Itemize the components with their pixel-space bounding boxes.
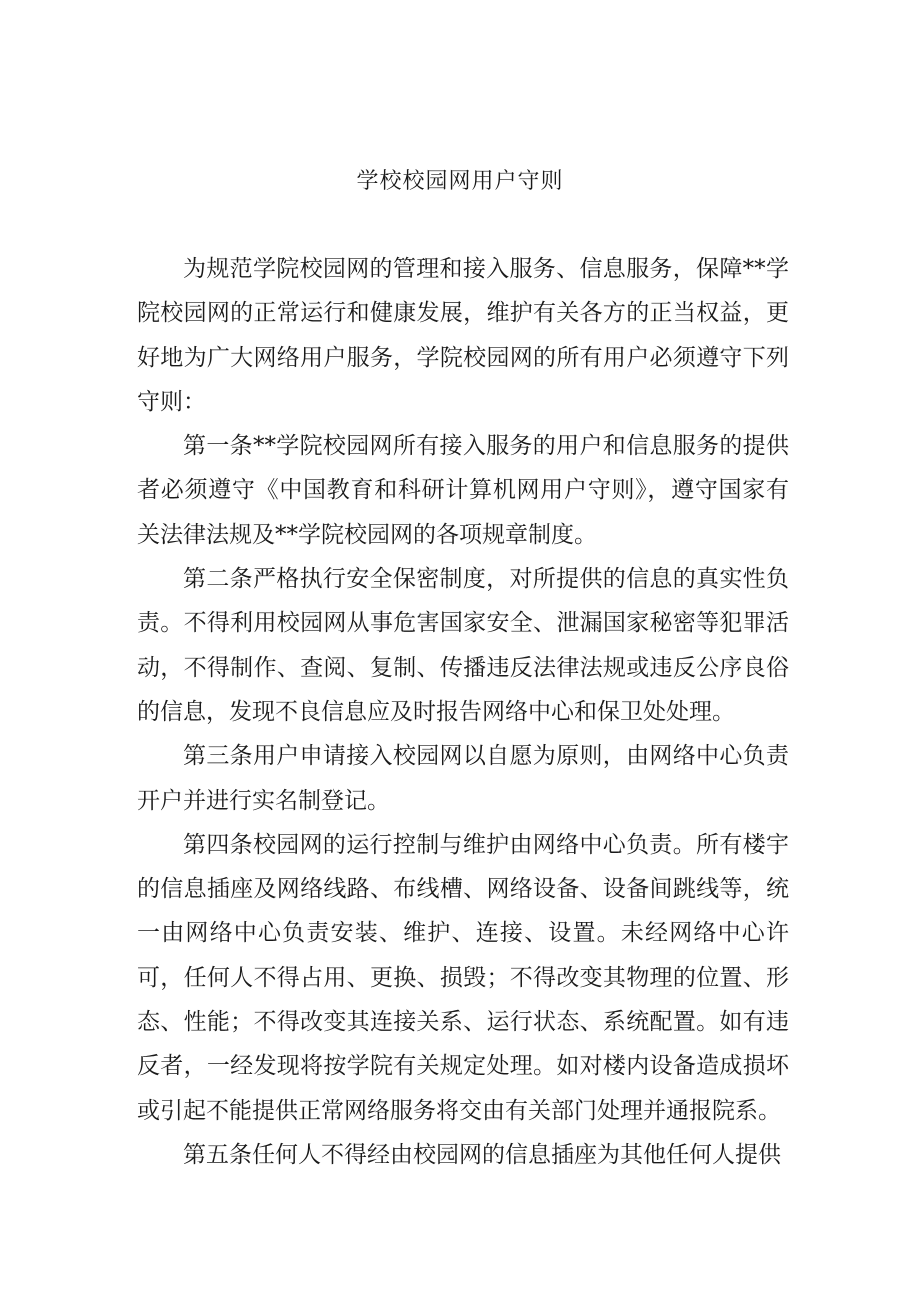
paragraph-article-1: 第一条**学院校园网所有接入服务的用户和信息服务的提供者必须遵守《中国教育和科研计算机网用户守则》，遵守国家有关法律法规及**学院校园网的各项规章制度。 (137, 433, 789, 548)
paragraph-intro: 为规范学院校园网的管理和接入服务、信息服务，保障**学院校园网的正常运行和健康发展，维护有关各方的正当权益，更好地为广大网络用户服务，学院校园网的所有用户必须遵守下列守则： (137, 256, 789, 415)
document-body (137, 247, 789, 1177)
paragraph-article-4: 第四条校园网的运行控制与维护由网络中心负责。所有楼宇的信息插座及网络线路、布线槽、网络设备、设备间跳线等，统一由网络中心负责安装、维护、连接、设置。未经网络中心许可，任何人不得占用、更换、损毁；不得改变其物理的位置、形态、性能；不得改变其连接关系、运行状态、系统配置。如有违反者，一经发现将按学院有关规定处理。如对楼内设备造成损坏或引起不能提供正常网络服务将交由有关部门处理并通报院系。 (137, 831, 789, 1124)
document-title: 学校校园网用户守则 (356, 169, 564, 194)
paragraph-article-3: 第三条用户申请接入校园网以自愿为原则，由网络中心负责开户并进行实名制登记。 (137, 743, 789, 814)
paragraph-article-5: 第五条任何人不得经由校园网的信息插座为其他任何人提供 (183, 1141, 781, 1168)
paragraph-article-2: 第二条严格执行安全保密制度，对所提供的信息的真实性负责。不得利用校园网从事危害国家安全、泄漏国家秘密等犯罪活动，不得制作、查阅、复制、传播违反法律法规或违反公序良俗的信息，发现不良信息应及时报告网络中心和保卫处处理。 (137, 566, 789, 725)
